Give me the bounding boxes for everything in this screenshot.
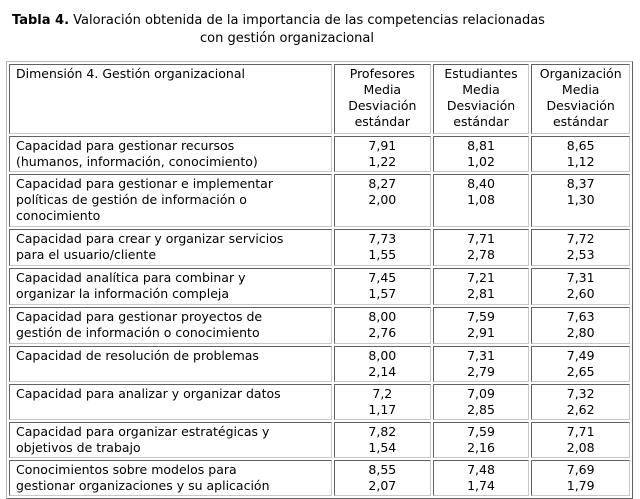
estudiantes-cell	[433, 268, 530, 305]
sd-value: 1,22	[368, 154, 397, 169]
sd-value: 1,57	[368, 286, 397, 301]
competency-name	[9, 460, 332, 496]
mean-value: 7,82	[368, 424, 397, 439]
name-line: organizar la información compleja	[16, 286, 230, 301]
sd-value: 1,55	[368, 247, 397, 262]
sd-value: 2,81	[467, 286, 495, 301]
sd-value: 1,74	[467, 478, 495, 493]
sd-value: 2,78	[467, 247, 495, 262]
col-sub: estándar	[453, 114, 509, 129]
mean-value: 7,09	[467, 386, 495, 401]
mean-value: 7,71	[467, 231, 495, 246]
name-line: Capacidad para gestionar proyectos de	[16, 309, 263, 324]
mean-value: 8,00	[368, 309, 397, 324]
competency-name	[9, 229, 332, 266]
caption-line-1: Valoración obtenida de la importancia de las competencias relacionadas	[69, 13, 545, 28]
profesores-cell	[334, 422, 431, 458]
competency-name	[9, 307, 332, 344]
name-line: Capacidad de resolución de problemas	[16, 348, 259, 363]
sd-value: 1,17	[368, 402, 397, 417]
organizacion-cell	[531, 229, 630, 266]
profesores-cell	[334, 136, 431, 172]
mean-value: 7,59	[467, 309, 495, 324]
mean-value: 7,91	[368, 138, 397, 153]
col-sub: Desviación	[446, 98, 516, 113]
estudiantes-cell	[433, 346, 530, 382]
sd-value: 2,62	[566, 402, 595, 417]
sd-value: 1,12	[566, 154, 595, 169]
sd-value: 2,79	[467, 364, 495, 379]
organizacion-cell	[531, 136, 630, 172]
competency-name	[9, 422, 332, 458]
mean-value: 7,31	[566, 270, 595, 285]
profesores-cell	[334, 268, 431, 305]
organizacion-cell	[531, 422, 630, 458]
table-row	[9, 307, 630, 344]
mean-value: 8,40	[467, 176, 495, 191]
col-group: Estudiantes	[444, 66, 518, 81]
col-sub: Desviación	[546, 98, 615, 113]
competency-name	[9, 136, 332, 172]
estudiantes-cell	[433, 136, 530, 172]
sd-value: 1,02	[467, 154, 495, 169]
profesores-cell	[334, 229, 431, 266]
mean-value: 8,55	[368, 462, 397, 477]
header-row	[9, 64, 630, 134]
competency-name	[9, 346, 332, 382]
estudiantes-cell	[433, 422, 530, 458]
col-header-organizacion	[531, 64, 630, 134]
table-row	[9, 268, 630, 305]
table-number: Tabla 4.	[12, 13, 70, 28]
col-sub: Media	[462, 82, 500, 97]
mean-value: 8,27	[368, 176, 397, 191]
name-line: Capacidad para gestionar recursos	[16, 138, 235, 153]
name-line: objetivos de trabajo	[16, 440, 141, 455]
estudiantes-cell	[433, 174, 530, 227]
mean-value: 7,69	[566, 462, 595, 477]
name-line: Capacidad para gestionar e implementar	[16, 176, 273, 191]
sd-value: 1,79	[566, 478, 595, 493]
caption-line-2: con gestión organizacional	[200, 31, 374, 46]
col-header-profesores	[334, 64, 431, 134]
table-caption	[12, 12, 622, 48]
organizacion-cell	[531, 307, 630, 344]
mean-value: 7,71	[566, 424, 595, 439]
mean-value: 7,21	[467, 270, 495, 285]
name-line: gestionar organizaciones y su aplicación	[16, 478, 270, 493]
sd-value: 1,54	[368, 440, 397, 455]
name-line: (humanos, información, conocimiento)	[16, 154, 258, 169]
organizacion-cell	[531, 460, 630, 496]
col-group: Profesores	[349, 66, 415, 81]
name-line: Capacidad analítica para combinar y	[16, 270, 246, 285]
name-line: políticas de gestión de información o	[16, 192, 247, 207]
mean-value: 8,81	[467, 138, 495, 153]
sd-value: 2,07	[368, 478, 397, 493]
name-line: gestión de información o conocimiento	[16, 325, 260, 340]
name-line: Capacidad para analizar y organizar datos	[16, 386, 281, 401]
competency-name	[9, 174, 332, 227]
sd-value: 2,53	[566, 247, 595, 262]
col-sub: Desviación	[348, 98, 417, 113]
mean-value: 7,48	[467, 462, 495, 477]
mean-value: 7,59	[467, 424, 495, 439]
profesores-cell	[334, 460, 431, 496]
sd-value: 1,08	[467, 192, 495, 207]
name-line: para el usuario/cliente	[16, 247, 157, 262]
col-sub: estándar	[552, 114, 609, 129]
sd-value: 2,76	[368, 325, 397, 340]
organizacion-cell	[531, 384, 630, 420]
organizacion-cell	[531, 268, 630, 305]
competencias-table	[6, 61, 633, 499]
estudiantes-cell	[433, 460, 530, 496]
mean-value: 8,37	[566, 176, 595, 191]
mean-value: 7,2	[372, 386, 393, 401]
name-line: conocimiento	[16, 208, 101, 223]
profesores-cell	[334, 346, 431, 382]
name-line: Capacidad para crear y organizar servicios	[16, 231, 284, 246]
competency-name	[9, 384, 332, 420]
competency-name	[9, 268, 332, 305]
sd-value: 2,60	[566, 286, 595, 301]
col-group: Organización	[539, 66, 622, 81]
table-row	[9, 422, 630, 458]
organizacion-cell	[531, 346, 630, 382]
table-row	[9, 136, 630, 172]
col-sub: Media	[561, 82, 600, 97]
sd-value: 2,80	[566, 325, 595, 340]
name-line: Conocimientos sobre modelos para	[16, 462, 237, 477]
col-sub: estándar	[354, 114, 411, 129]
sd-value: 2,14	[368, 364, 397, 379]
profesores-cell	[334, 307, 431, 344]
mean-value: 8,65	[566, 138, 595, 153]
table-row	[9, 229, 630, 266]
mean-value: 7,31	[467, 348, 495, 363]
sd-value: 2,85	[467, 402, 495, 417]
mean-value: 7,63	[566, 309, 595, 324]
table-row	[9, 460, 630, 496]
mean-value: 7,73	[368, 231, 397, 246]
profesores-cell	[334, 384, 431, 420]
col-header-estudiantes	[433, 64, 530, 134]
sd-value: 1,30	[566, 192, 595, 207]
sd-value: 2,91	[467, 325, 495, 340]
mean-value: 8,00	[368, 348, 397, 363]
mean-value: 7,45	[368, 270, 397, 285]
table-row	[9, 384, 630, 420]
sd-value: 2,08	[566, 440, 595, 455]
name-line: Capacidad para organizar estratégicas y	[16, 424, 270, 439]
estudiantes-cell	[433, 384, 530, 420]
estudiantes-cell	[433, 229, 530, 266]
table-row	[9, 174, 630, 227]
sd-value: 2,16	[467, 440, 495, 455]
mean-value: 7,32	[566, 386, 595, 401]
table-row	[9, 346, 630, 382]
sd-value: 2,65	[566, 364, 595, 379]
estudiantes-cell	[433, 307, 530, 344]
dimension-header: Dimensión 4. Gestión organizacional	[9, 64, 332, 134]
mean-value: 7,72	[566, 231, 595, 246]
mean-value: 7,49	[566, 348, 595, 363]
col-sub: Media	[363, 82, 402, 97]
organizacion-cell	[531, 174, 630, 227]
profesores-cell	[334, 174, 431, 227]
sd-value: 2,00	[368, 192, 397, 207]
